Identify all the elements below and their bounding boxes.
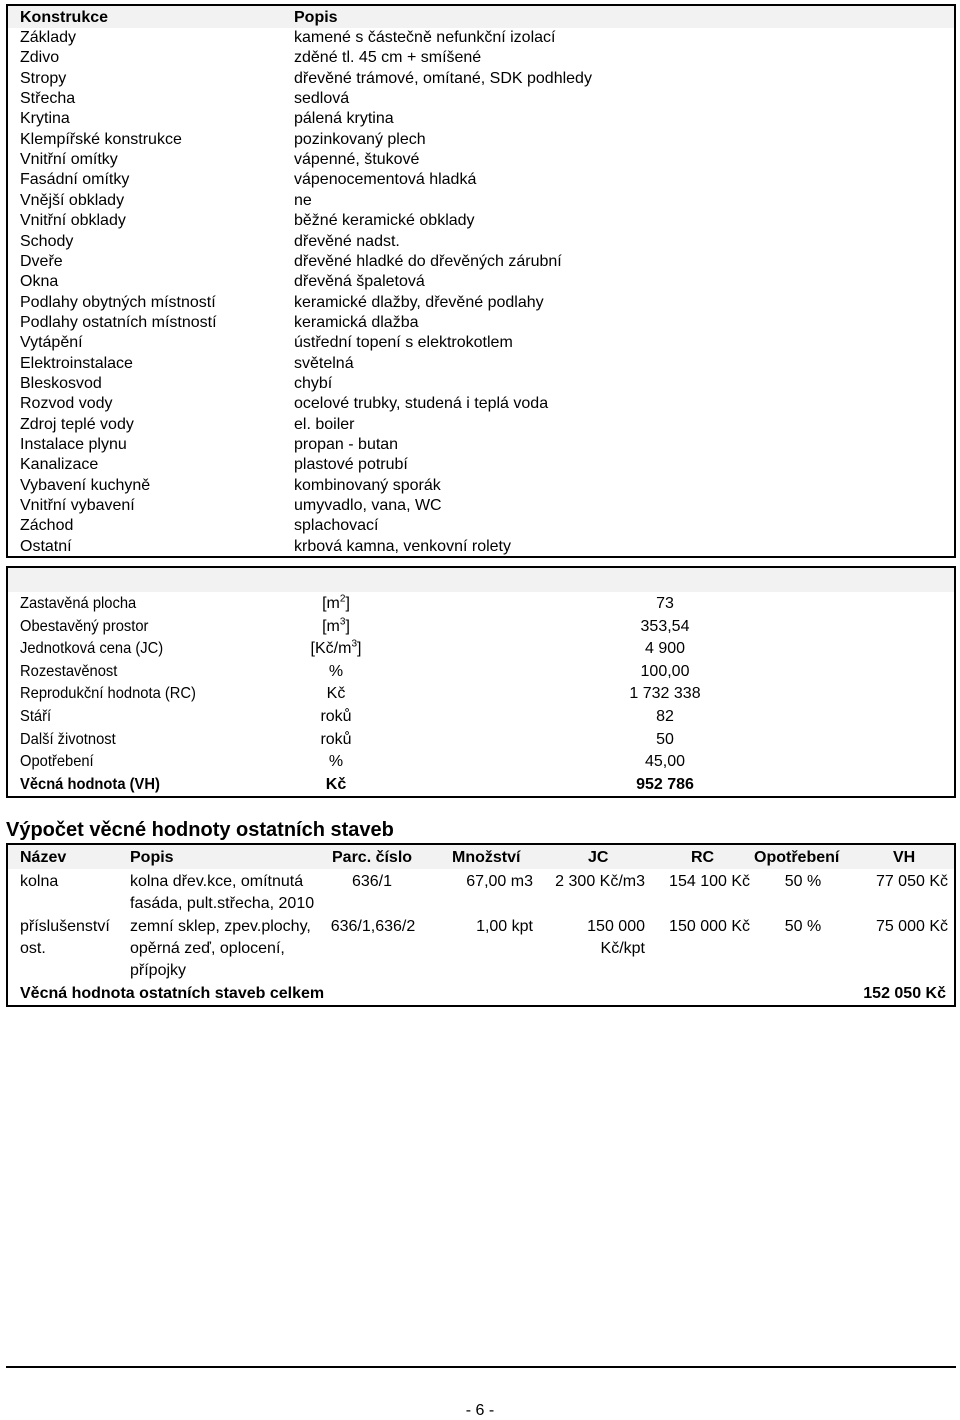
row2-opotrebeni: 50 % bbox=[784, 918, 822, 935]
construction-name: Klempířské konstrukce bbox=[20, 130, 182, 148]
construction-description: vápenné, štukové bbox=[294, 151, 420, 169]
construction-description: dřevěná špaletová bbox=[294, 273, 425, 291]
row2-jc-line2: Kč/kpt bbox=[600, 940, 645, 957]
value-label: Rozestavěnost bbox=[20, 662, 118, 680]
construction-name: Instalace plynu bbox=[20, 436, 127, 453]
construction-row bbox=[20, 48, 954, 68]
row2-rc: 150 000 Kč bbox=[669, 918, 750, 935]
construction-name: Podlahy obytných místností bbox=[20, 293, 216, 311]
col-header-mnozstvi: Množství bbox=[452, 849, 521, 866]
construction-row bbox=[20, 455, 954, 475]
col-header-opotrebeni: Opotřebení bbox=[754, 849, 840, 866]
unit-text: % bbox=[328, 662, 344, 680]
row2-popis-line3: přípojky bbox=[130, 962, 187, 979]
construction-row bbox=[20, 354, 954, 374]
construction-row bbox=[20, 130, 954, 150]
unit-text: roků bbox=[320, 730, 352, 748]
value-summary-header-bg bbox=[8, 568, 954, 592]
unit-text: roků bbox=[320, 708, 352, 725]
value-unit bbox=[300, 706, 372, 728]
construction-description: běžné keramické obklady bbox=[294, 212, 475, 230]
page-number: - 6 - bbox=[465, 1402, 495, 1419]
construction-description: dřevěné nadst. bbox=[294, 232, 400, 250]
value-amount: 45,00 bbox=[644, 753, 686, 771]
row1-parc: 636/1 bbox=[351, 873, 393, 890]
row1-mnozstvi: 67,00 m3 bbox=[466, 873, 533, 890]
construction-name: Zdroj teplé vody bbox=[20, 415, 134, 433]
unit-text: Kč bbox=[325, 775, 347, 793]
row2-nazev-line1: příslušenství bbox=[20, 918, 110, 935]
construction-row bbox=[20, 109, 954, 129]
value-unit bbox=[300, 729, 372, 751]
total-label: Věcná hodnota ostatních staveb celkem bbox=[20, 985, 325, 1002]
value-amount: 1 732 338 bbox=[629, 685, 701, 703]
unit-bracket: ] bbox=[357, 640, 362, 658]
construction-name: Vnitřní vybavení bbox=[20, 497, 135, 515]
row2-popis-line2: opěrná zeď, oplocení, bbox=[130, 940, 285, 957]
other-buildings-table bbox=[6, 843, 956, 1007]
construction-name: Kanalizace bbox=[20, 456, 99, 474]
value-unit bbox=[300, 593, 372, 615]
construction-description: ne bbox=[294, 191, 312, 209]
construction-description: vápenocementová hladká bbox=[294, 171, 477, 189]
value-amount: 100,00 bbox=[640, 662, 690, 680]
construction-row bbox=[20, 415, 954, 435]
col-header-nazev: Název bbox=[20, 849, 67, 866]
col-header-jc: JC bbox=[588, 849, 609, 866]
construction-name: Vnitřní obklady bbox=[20, 212, 126, 230]
construction-name: Vybavení kuchyně bbox=[20, 476, 151, 494]
row1-jc: 2 300 Kč/m3 bbox=[555, 873, 645, 890]
unit-bracket: ] bbox=[345, 617, 350, 635]
value-label: Jednotková cena (JC) bbox=[20, 640, 164, 658]
construction-name: Fasádní omítky bbox=[20, 171, 130, 189]
row2-jc-line1: 150 000 bbox=[587, 918, 645, 935]
construction-row bbox=[20, 170, 954, 190]
construction-description: chybí bbox=[294, 374, 333, 392]
value-row bbox=[20, 729, 954, 751]
row2-popis-line1: zemní sklep, zpev.plochy, bbox=[130, 918, 311, 935]
construction-description: keramické dlažby, dřevěné podlahy bbox=[294, 293, 544, 311]
value-amount: 353,54 bbox=[640, 617, 690, 635]
construction-name: Dveře bbox=[20, 252, 63, 270]
construction-name: Vnitřní omítky bbox=[20, 151, 118, 169]
construction-row bbox=[20, 89, 954, 109]
construction-row bbox=[20, 496, 954, 516]
value-row bbox=[20, 593, 954, 615]
construction-description: ústřední topení s elektrokotlem bbox=[294, 334, 513, 352]
row2-mnozstvi: 1,00 kpt bbox=[476, 918, 533, 935]
construction-name: Krytina bbox=[20, 110, 70, 128]
value-label: Zastavěná plocha bbox=[20, 595, 137, 612]
construction-description: keramická dlažba bbox=[294, 313, 419, 331]
row1-popis-line1: kolna dřev.kce, omítnutá bbox=[130, 873, 304, 890]
col-header-vh: VH bbox=[893, 849, 916, 866]
col-header-parc: Parc. číslo bbox=[332, 849, 413, 866]
bottom-rule bbox=[6, 1366, 956, 1368]
unit-text: [m bbox=[322, 595, 340, 612]
value-label: Věcná hodnota (VH) bbox=[20, 775, 160, 793]
unit-exponent: 3 bbox=[351, 638, 357, 650]
value-label: Stáří bbox=[20, 708, 52, 725]
construction-row bbox=[20, 28, 954, 48]
value-row bbox=[20, 751, 954, 773]
construction-description: sedlová bbox=[294, 90, 350, 108]
construction-row bbox=[20, 150, 954, 170]
construction-name: Elektroinstalace bbox=[20, 354, 133, 372]
value-unit bbox=[300, 638, 372, 660]
unit-text: Kč bbox=[326, 685, 346, 703]
value-amount: 952 786 bbox=[636, 775, 694, 793]
construction-description: kamené s částečně nefunkční izolací bbox=[294, 29, 556, 46]
construction-description: umyvadlo, vana, WC bbox=[294, 497, 442, 515]
value-row bbox=[20, 774, 954, 796]
value-unit bbox=[300, 661, 372, 683]
unit-text: [Kč/m bbox=[310, 640, 352, 658]
value-amount: 82 bbox=[656, 708, 674, 725]
section-title: Výpočet věcné hodnoty ostatních staveb bbox=[6, 819, 394, 841]
construction-row bbox=[20, 537, 954, 557]
construction-row bbox=[20, 191, 954, 211]
row1-popis-line2: fasáda, pult.střecha, 2010 bbox=[130, 895, 315, 912]
construction-description: el. boiler bbox=[294, 415, 355, 433]
construction-row bbox=[20, 211, 954, 231]
construction-row bbox=[20, 272, 954, 292]
construction-name: Základy bbox=[20, 29, 77, 46]
col-header-rc: RC bbox=[691, 849, 715, 866]
total-value: 152 050 Kč bbox=[863, 985, 946, 1002]
construction-row bbox=[20, 252, 954, 272]
construction-row bbox=[20, 313, 954, 333]
value-row bbox=[20, 706, 954, 728]
construction-description: krbová kamna, venkovní rolety bbox=[294, 537, 511, 555]
value-row bbox=[20, 661, 954, 683]
construction-name: Vnější obklady bbox=[20, 191, 125, 209]
value-unit bbox=[300, 683, 372, 705]
row2-parc: 636/1,636/2 bbox=[330, 918, 416, 935]
construction-description: ocelové trubky, studená i teplá voda bbox=[294, 395, 549, 413]
construction-row bbox=[20, 394, 954, 414]
construction-row bbox=[20, 232, 954, 252]
construction-name: Bleskosvod bbox=[20, 374, 102, 392]
value-label: Obestavěný prostor bbox=[20, 617, 149, 635]
value-amount: 73 bbox=[656, 595, 674, 612]
value-amount: 50 bbox=[656, 730, 674, 748]
unit-bracket: ] bbox=[345, 595, 350, 612]
value-summary-table bbox=[6, 566, 956, 798]
construction-description: zděné tl. 45 cm + smíšené bbox=[294, 49, 482, 67]
construction-name: Stropy bbox=[20, 69, 67, 87]
construction-row bbox=[20, 293, 954, 313]
unit-exponent: 2 bbox=[339, 593, 346, 605]
construction-row bbox=[20, 333, 954, 353]
construction-description: pozinkovaný plech bbox=[294, 130, 426, 148]
value-row bbox=[20, 683, 954, 705]
construction-row bbox=[20, 476, 954, 496]
value-row bbox=[20, 638, 954, 660]
construction-table bbox=[6, 4, 956, 558]
unit-text: [m bbox=[322, 617, 340, 635]
construction-description: kombinovaný sporák bbox=[294, 476, 441, 494]
header-popis: Popis bbox=[294, 9, 338, 26]
value-label: Další životnost bbox=[20, 730, 116, 748]
construction-description: dřevěné hladké do dřevěných zárubní bbox=[294, 252, 562, 270]
construction-name: Zdivo bbox=[20, 49, 60, 67]
unit-exponent: 3 bbox=[339, 616, 346, 628]
value-unit bbox=[300, 616, 372, 638]
col-header-popis: Popis bbox=[130, 849, 174, 866]
unit-text: % bbox=[328, 753, 344, 771]
other-buildings-total bbox=[8, 983, 954, 1005]
row1-rc: 154 100 Kč bbox=[669, 873, 750, 890]
construction-name: Podlahy ostatních místností bbox=[20, 313, 217, 331]
row1-opotrebeni: 50 % bbox=[784, 873, 822, 890]
construction-description: splachovací bbox=[294, 517, 379, 535]
row1-nazev: kolna bbox=[20, 873, 59, 890]
value-amount: 4 900 bbox=[644, 640, 686, 658]
row1-vh: 77 050 Kč bbox=[875, 873, 948, 890]
value-label: Opotřebení bbox=[20, 753, 94, 771]
value-label: Reprodukční hodnota (RC) bbox=[20, 685, 196, 703]
construction-name: Schody bbox=[20, 232, 74, 250]
construction-description: světelná bbox=[294, 354, 354, 372]
construction-row bbox=[20, 516, 954, 536]
construction-name: Záchod bbox=[20, 517, 74, 535]
construction-row bbox=[20, 69, 954, 89]
construction-name: Okna bbox=[20, 273, 59, 291]
construction-description: dřevěné trámové, omítané, SDK podhledy bbox=[294, 69, 592, 87]
construction-table-header bbox=[20, 8, 954, 28]
value-unit bbox=[300, 774, 372, 796]
construction-row bbox=[20, 435, 954, 455]
construction-row bbox=[20, 374, 954, 394]
construction-name: Střecha bbox=[20, 90, 76, 108]
value-unit bbox=[300, 751, 372, 773]
construction-name: Rozvod vody bbox=[20, 395, 113, 413]
value-row bbox=[20, 616, 954, 638]
construction-name: Vytápění bbox=[20, 334, 83, 352]
construction-description: propan - butan bbox=[294, 436, 399, 453]
header-konstrukce: Konstrukce bbox=[20, 9, 109, 26]
construction-name: Ostatní bbox=[20, 537, 72, 555]
row2-vh: 75 000 Kč bbox=[875, 918, 948, 935]
construction-description: pálená krytina bbox=[294, 110, 394, 128]
construction-description: plastové potrubí bbox=[294, 456, 408, 474]
unit-underline bbox=[291, 796, 377, 798]
row2-nazev-line2: ost. bbox=[20, 940, 46, 957]
